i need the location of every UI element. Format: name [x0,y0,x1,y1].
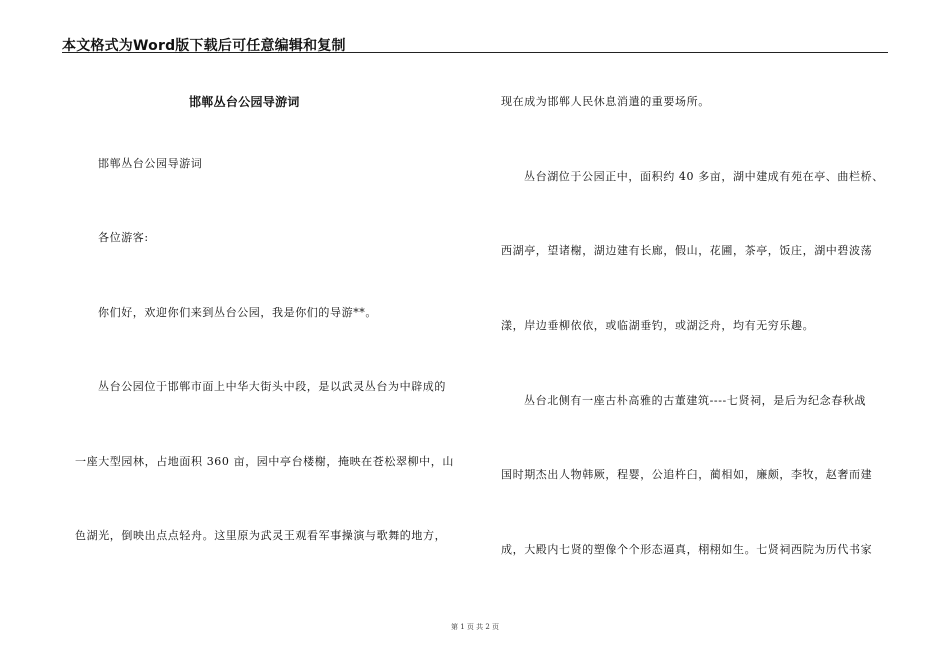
right-paragraph-line: 国时期杰出人物韩厥，程婴，公追杵臼，蔺相如，廉颇，李牧，赵奢而建 [501,468,873,481]
right-paragraph-line: 漾，岸边垂柳依依，或临湖垂钓，或湖泛舟，均有无穷乐趣。 [501,319,815,332]
left-paragraph-line: 丛台公园位于邯郸市面上中华大街头中段，是以武灵丛台为中辟成的 [98,380,446,393]
left-paragraph-line: 一座大型园林，占地面积 360 亩，园中亭台楼榭，掩映在苍松翠柳中，山 [75,455,454,468]
left-paragraph-greeting: 各位游客: [98,231,149,244]
left-paragraph-subtitle: 邯郸丛台公园导游词 [98,157,203,170]
header-title: 本文格式为Word版下载后可任意编辑和复制 [62,38,346,54]
page-header [62,36,888,53]
right-paragraph-line: 丛台湖位于公园正中，面积约 40 多亩，湖中建成有苑在亭、曲栏桥、 [524,170,884,183]
left-paragraph-welcome: 你们好，欢迎你们来到丛台公园，我是你们的导游**。 [98,306,377,319]
right-paragraph-line: 现在成为邯郸人民休息消遣的重要场所。 [501,95,710,108]
page-number: 第 1 页 共 2 页 [450,623,500,631]
right-paragraph-line: 丛台北侧有一座古朴高雅的古董建筑----七贤祠，是后为纪念春秋战 [524,394,867,407]
document-title: 邯郸丛台公园导游词 [189,95,300,109]
left-paragraph-line: 色湖光，倒映出点点轻舟。这里原为武灵王观看军事操演与歌舞的地方， [75,529,447,542]
right-paragraph-line: 西湖亭，望诸榭，湖边建有长廊，假山，花圃，茶亭，饭庄，湖中碧波荡 [501,244,873,257]
right-paragraph-line: 成，大殿内七贤的塑像个个形态逼真，栩栩如生。七贤祠西院为历代书家 [501,543,873,556]
